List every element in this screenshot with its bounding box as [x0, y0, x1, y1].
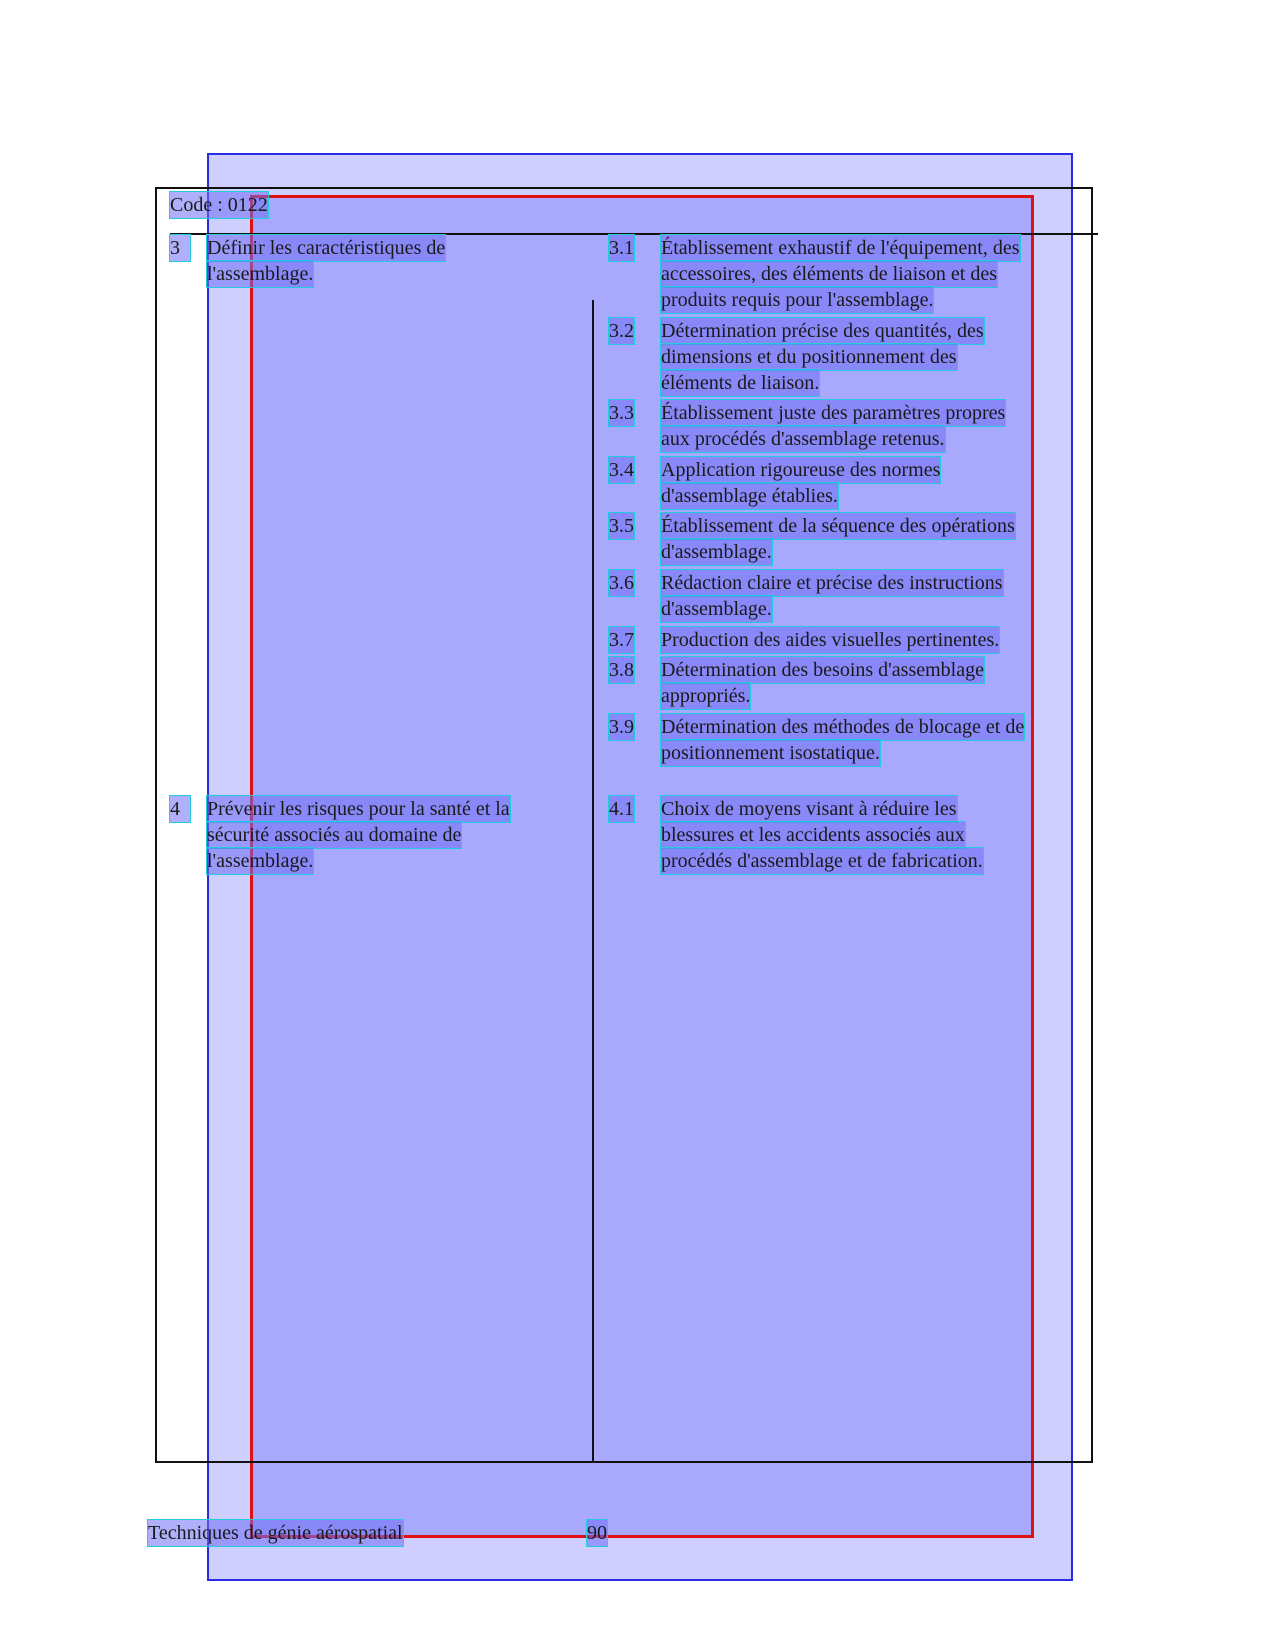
competence-text-line: Définir les caractéristiques de: [207, 237, 446, 259]
criterion-text-line: d'assemblage.: [661, 598, 772, 620]
criterion-number: 3.5: [609, 515, 634, 537]
criterion-number: 3.1: [609, 237, 634, 259]
criterion-text-line: accessoires, des éléments de liaison et des: [661, 263, 997, 285]
criterion-number: 3.9: [609, 716, 634, 738]
footer-page-number: 90: [587, 1522, 607, 1544]
criterion-text-line: positionnement isostatique.: [661, 742, 880, 764]
criterion-number: 3.3: [609, 402, 634, 424]
criterion-number: 3.8: [609, 659, 634, 681]
criterion-text-line: Établissement exhaustif de l'équipement, des: [661, 237, 1020, 259]
criterion-text-line: Production des aides visuelles pertinentes.: [661, 629, 1000, 651]
criterion-number: 3.2: [609, 320, 634, 342]
criterion-number: 4.1: [609, 798, 634, 820]
footer-program-name: Techniques de génie aérospatial: [148, 1522, 403, 1544]
criterion-text-line: Établissement de la séquence des opérations: [661, 515, 1015, 537]
criterion-text-line: Détermination des méthodes de blocage et de: [661, 716, 1025, 738]
criterion-text-line: Rédaction claire et précise des instructions: [661, 572, 1003, 594]
criterion-text-line: dimensions et du positionnement des: [661, 346, 957, 368]
criterion-text-line: éléments de liaison.: [661, 372, 820, 394]
competence-text-line: l'assemblage.: [207, 850, 314, 872]
competence-text-line: l'assemblage.: [207, 263, 314, 285]
competence-text-line: sécurité associés au domaine de: [207, 824, 462, 846]
competence-text-line: Prévenir les risques pour la santé et la: [207, 798, 510, 820]
criterion-number: 3.4: [609, 459, 634, 481]
criterion-text-line: aux procédés d'assemblage retenus.: [661, 428, 945, 450]
criterion-text-line: Détermination des besoins d'assemblage: [661, 659, 984, 681]
criterion-text-line: Établissement juste des paramètres propres: [661, 402, 1006, 424]
competence-number: 3: [170, 235, 190, 261]
criterion-text-line: Choix de moyens visant à réduire les: [661, 798, 957, 820]
criterion-text-line: d'assemblage.: [661, 541, 772, 563]
criterion-number: 3.7: [609, 629, 634, 651]
criterion-text-line: Détermination précise des quantités, des: [661, 320, 984, 342]
criterion-text-line: procédés d'assemblage et de fabrication.: [661, 850, 983, 872]
criterion-text-line: blessures et les accidents associés aux: [661, 824, 965, 846]
criterion-text-line: Application rigoureuse des normes: [661, 459, 941, 481]
code-label: Code : 0122: [170, 194, 268, 216]
criterion-text-line: appropriés.: [661, 685, 751, 707]
criterion-number: 3.6: [609, 572, 634, 594]
competence-number: 4: [170, 796, 190, 822]
criterion-text-line: d'assemblage établies.: [661, 485, 838, 507]
column-divider: [592, 300, 594, 1463]
criterion-text-line: produits requis pour l'assemblage.: [661, 289, 934, 311]
